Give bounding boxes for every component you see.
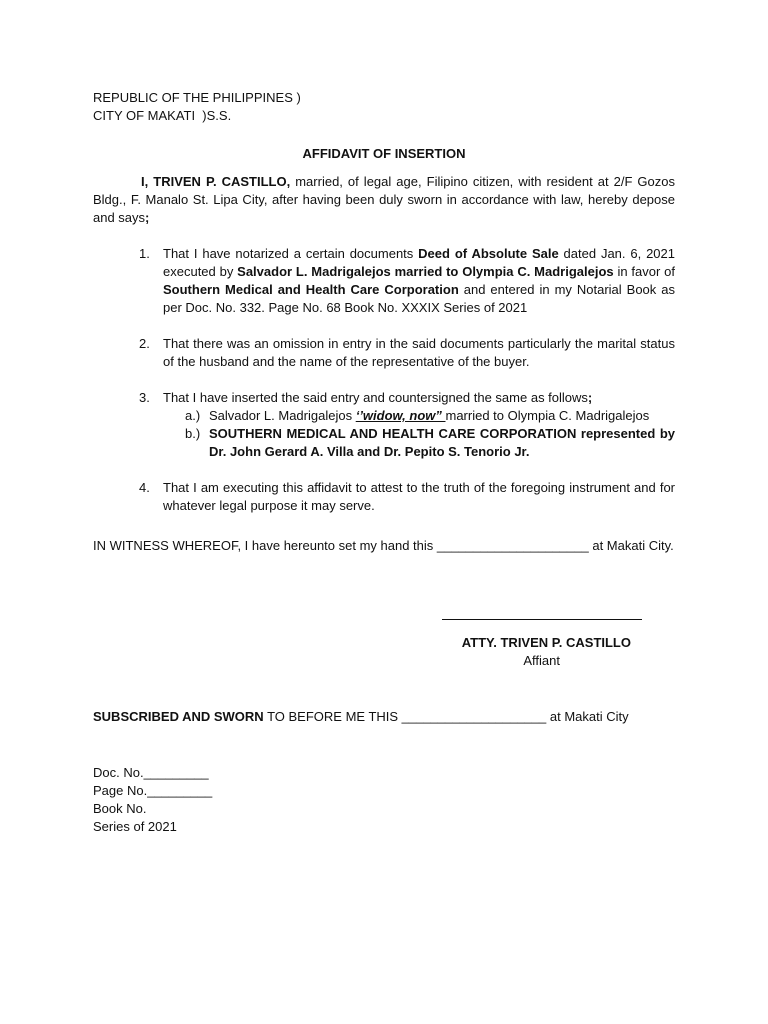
doc-number: Doc. No._________ bbox=[93, 765, 209, 780]
book-number: Book No. bbox=[93, 801, 147, 816]
intro-paragraph bbox=[93, 173, 675, 227]
list-item bbox=[93, 389, 675, 461]
venue-block bbox=[93, 89, 675, 125]
document-title: AFFIDAVIT OF INSERTION bbox=[302, 146, 466, 161]
list-item bbox=[93, 335, 675, 371]
item-end: ; bbox=[587, 390, 593, 405]
sub-item bbox=[163, 425, 675, 461]
venue-republic: REPUBLIC OF THE PHILIPPINES ) bbox=[93, 90, 301, 105]
item-bold: Southern Medical and Health Care Corporation bbox=[163, 282, 459, 297]
jurat-text: TO BEFORE ME THIS ____________________ at Makati City bbox=[263, 709, 629, 724]
sub-item-text: Salvador L. Madrigalejos bbox=[209, 408, 356, 423]
item-text: and entered in my Notarial Book as per Doc. No. 332. Page No. 68 Book No. XXXIX Series of 2021 bbox=[163, 282, 675, 315]
affiant-name: I, TRIVEN P. CASTILLO, bbox=[141, 174, 291, 189]
signature-line bbox=[442, 613, 642, 620]
venue-city: CITY OF MAKATI )S.S. bbox=[93, 108, 232, 123]
item-number: 2. bbox=[139, 336, 150, 351]
sub-item-bold: SOUTHERN MEDICAL AND HEALTH CARE CORPORATION represented by Dr. John Gerard A. Villa and Dr. Pepito S. Tenorio Jr. bbox=[209, 426, 675, 459]
intro-end: ; bbox=[145, 210, 150, 225]
item-bold: Deed of Absolute Sale bbox=[418, 246, 559, 261]
signatory-role: Affiant bbox=[523, 653, 560, 668]
sub-item-text: married to Olympia C. Madrigalejos bbox=[445, 408, 650, 423]
affidavit-page bbox=[93, 89, 675, 836]
item-text: That there was an omission in entry in the said documents particularly the marital status of the husband and the name of the representative of the buyer. bbox=[163, 336, 675, 369]
sub-item-letter: b.) bbox=[185, 426, 201, 441]
series-year: Series of 2021 bbox=[93, 819, 177, 834]
sub-item bbox=[163, 407, 675, 425]
item-number: 1. bbox=[139, 246, 150, 261]
jurat-bold: SUBSCRIBED AND SWORN bbox=[93, 709, 264, 724]
intro-text: married, of legal age, Filipino citizen, with resident at 2/F Gozos Bldg., F. Manalo St. Lipa City, after having been duly sworn in accordance with law, hereby depose and says bbox=[93, 174, 675, 225]
jurat bbox=[93, 708, 675, 726]
sub-item-emphasis: ‘’widow, now” bbox=[355, 408, 446, 423]
list-item bbox=[93, 479, 675, 515]
item-text: That I have inserted the said entry and countersigned the same as follows bbox=[163, 390, 588, 405]
signatory-name: ATTY. TRIVEN P. CASTILLO bbox=[461, 635, 631, 650]
item-text: That I have notarized a certain documents bbox=[163, 246, 419, 261]
item-text: dated Jan. 6, 2021 executed by bbox=[163, 246, 675, 279]
item-text: in favor of bbox=[613, 264, 675, 279]
statement-list bbox=[93, 245, 675, 515]
item-number: 3. bbox=[139, 390, 150, 405]
witness-clause: IN WITNESS WHEREOF, I have hereunto set my hand this _____________________ at Makati City. bbox=[93, 538, 674, 553]
list-item bbox=[93, 245, 675, 317]
item-text: That I am executing this affidavit to attest to the truth of the foregoing instrument and for whatever legal purpose it may serve. bbox=[163, 480, 675, 513]
page-number: Page No._________ bbox=[93, 783, 213, 798]
item-bold: Salvador L. Madrigalejos married to Olympia C. Madrigalejos bbox=[237, 264, 614, 279]
item-number: 4. bbox=[139, 480, 150, 495]
notarial-details bbox=[93, 764, 675, 836]
sub-item-letter: a.) bbox=[185, 408, 201, 423]
